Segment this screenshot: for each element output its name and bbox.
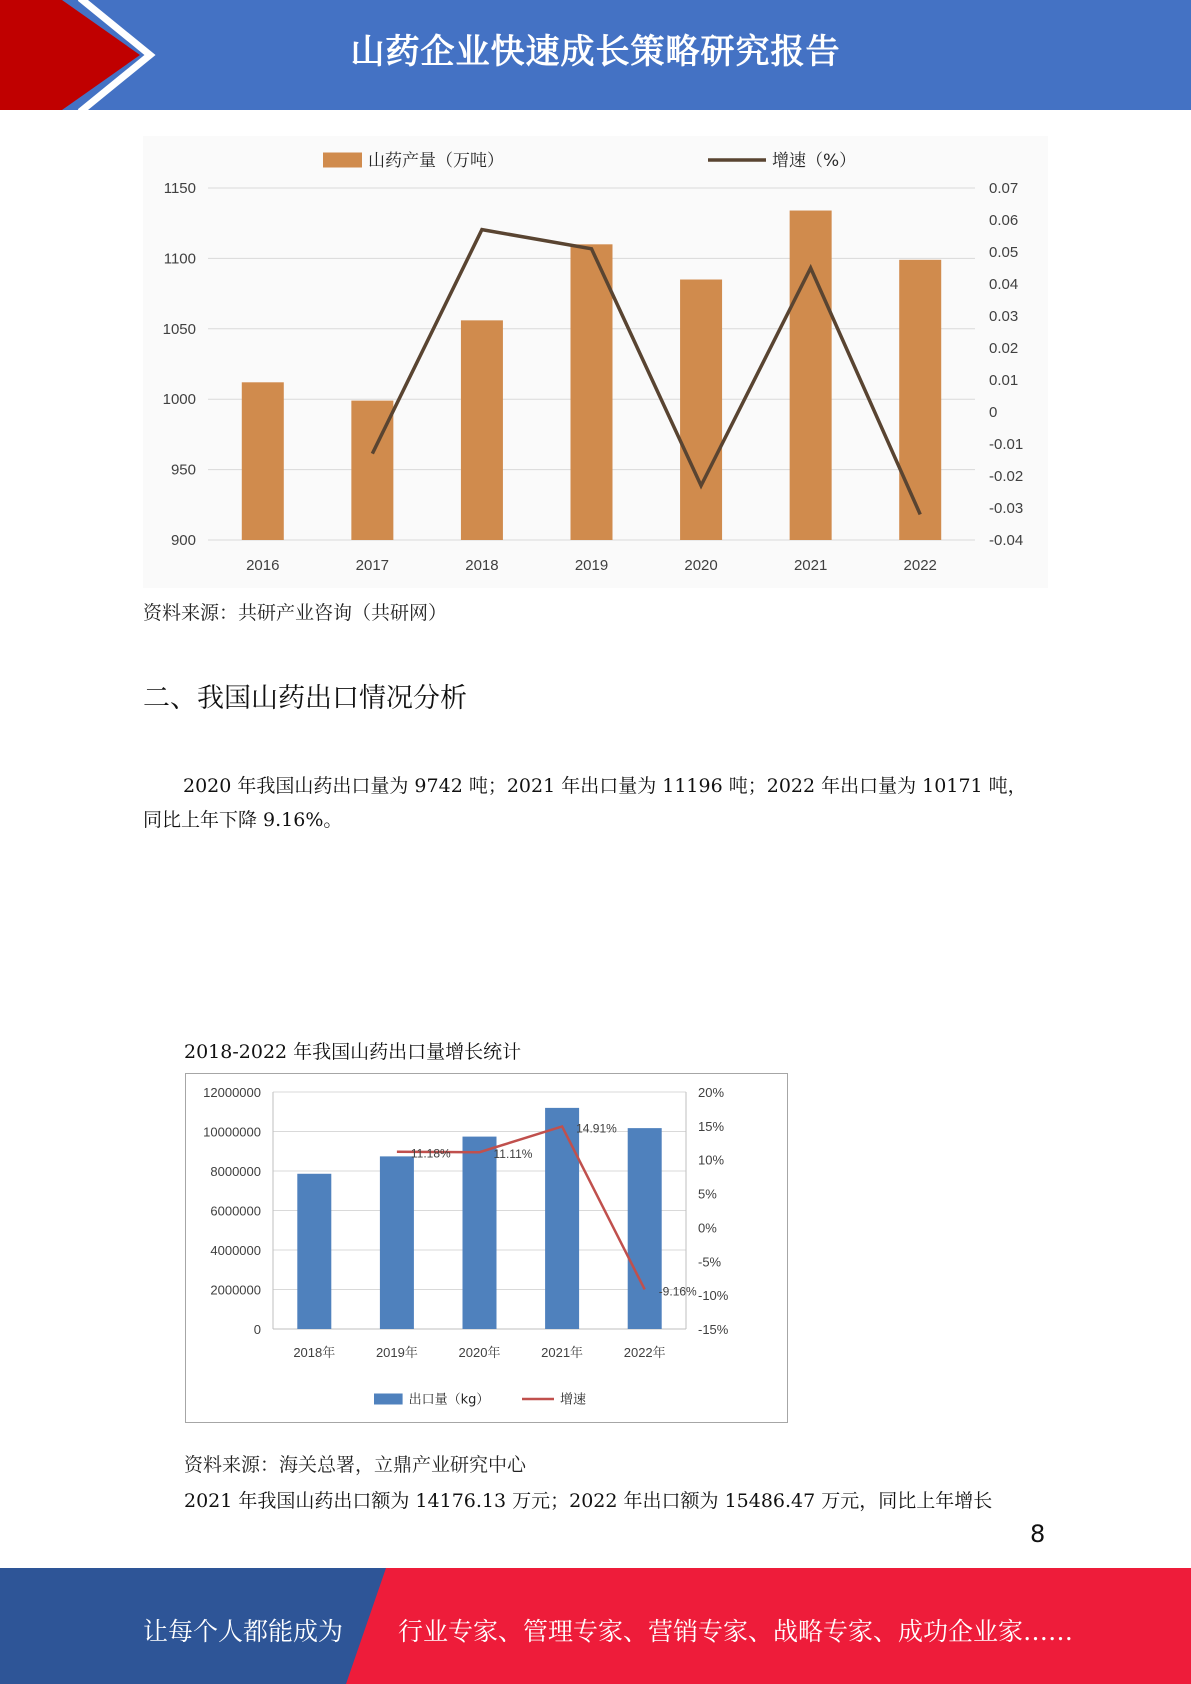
bar-2020	[680, 280, 722, 540]
right-axis-tick-label: 0	[989, 404, 998, 421]
right-axis-tick-label: 10%	[698, 1152, 725, 1168]
right-axis-tick-label: 0.05	[989, 244, 1019, 261]
left-axis-tick-label: 1100	[163, 250, 196, 268]
right-axis-tick-label: 0.06	[989, 212, 1019, 229]
right-axis-tick-label: 5%	[698, 1186, 717, 1202]
export-chart	[185, 1073, 788, 1423]
legend-line-label: 增速（%）	[772, 151, 857, 172]
bar-2021年	[545, 1108, 579, 1329]
left-axis-tick-label: 1000	[162, 391, 196, 409]
left-axis-tick-label: 2000000	[210, 1282, 261, 1298]
export-chart-caption: 2018-2022 年我国山药出口量增长统计	[184, 1041, 522, 1063]
bar-2021	[790, 211, 832, 540]
right-axis-tick-label: 0.07	[989, 180, 1019, 197]
x-axis-tick-label: 2021年	[541, 1345, 584, 1360]
legend-bar-label: 出口量（kg）	[408, 1392, 490, 1408]
x-axis-tick-label: 2017	[355, 557, 390, 574]
right-axis-tick-label: -0.01	[989, 436, 1024, 453]
production-chart	[143, 136, 1048, 588]
growth-data-label: 11.18%	[410, 1146, 451, 1161]
paragraph-export-value: 2021 年我国山药出口额为 14176.13 万元；2022 年出口额为 15486.47 万元，同比上年增长	[184, 1490, 993, 1512]
x-axis-tick-label: 2022	[903, 557, 937, 574]
x-axis-tick-label: 2022年	[623, 1345, 666, 1360]
page-number: 8	[1030, 1520, 1046, 1548]
bar-2016	[242, 382, 284, 540]
left-axis-tick-label: 900	[170, 532, 196, 549]
right-axis-tick-label: -0.04	[989, 532, 1024, 549]
source-note-2: 资料来源：海关总署，立鼎产业研究中心	[184, 1454, 527, 1476]
legend-bar-swatch	[374, 1394, 403, 1405]
right-axis-tick-label: 15%	[698, 1118, 725, 1134]
growth-rate-line	[372, 230, 920, 515]
left-axis-tick-label: 10000000	[203, 1124, 261, 1140]
growth-data-label: 14.91%	[576, 1121, 617, 1136]
right-axis-tick-label: 0%	[698, 1220, 717, 1236]
x-axis-tick-label: 2021	[793, 557, 828, 574]
paragraph-export-volume: 2020 年我国山药出口量为 9742 吨；2021 年出口量为 11196 吨；2022 年出口量为 10171 吨，同比上年下降 9.16%。	[143, 775, 1027, 831]
x-axis-tick-label: 2020	[684, 557, 718, 574]
left-axis-tick-label: 1150	[163, 180, 196, 197]
right-axis-tick-label: 0.04	[989, 276, 1019, 293]
bar-2018年	[297, 1174, 331, 1329]
x-axis-tick-label: 2019年	[375, 1345, 418, 1360]
header-banner	[0, 0, 1191, 110]
bar-2019年	[380, 1156, 414, 1329]
left-axis-tick-label: 0	[253, 1322, 261, 1337]
left-axis-tick-label: 1050	[162, 320, 196, 338]
left-axis-tick-label: 6000000	[210, 1203, 261, 1219]
source-note-1: 资料来源：共研产业咨询（共研网）	[143, 602, 448, 624]
right-axis-tick-label: 20%	[698, 1085, 725, 1100]
left-axis-tick-label: 8000000	[210, 1164, 261, 1179]
bar-2020年	[463, 1137, 497, 1329]
growth-data-label: -9.16%	[658, 1284, 697, 1299]
bar-2018	[461, 320, 503, 540]
bar-2022	[899, 260, 941, 540]
footer-slogan-right: 行业专家、管理专家、营销专家、战略专家、成功企业家……	[398, 1617, 1074, 1646]
right-axis-tick-label: 0.02	[989, 340, 1019, 357]
x-axis-tick-label: 2018年	[293, 1345, 336, 1360]
right-axis-tick-label: -10%	[698, 1288, 729, 1304]
footer-slogan-left: 让每个人都能成为	[143, 1617, 344, 1646]
right-axis-tick-label: -5%	[698, 1254, 722, 1270]
bar-2022年	[628, 1128, 662, 1329]
growth-data-label: 11.11%	[493, 1147, 533, 1162]
legend-bar-label: 山药产量（万吨）	[368, 151, 504, 172]
x-axis-tick-label: 2018	[465, 557, 499, 574]
production-chart-svg	[143, 136, 1048, 588]
section-heading: 二、我国山药出口情况分析	[143, 683, 467, 714]
right-axis-tick-label: -0.03	[989, 500, 1024, 517]
right-axis-tick-label: 0.01	[989, 372, 1019, 389]
x-axis-tick-label: 2020年	[458, 1345, 501, 1360]
right-axis-tick-label: -15%	[698, 1322, 729, 1337]
export-chart-svg	[186, 1074, 786, 1421]
legend-bar-swatch	[323, 153, 362, 168]
right-axis-tick-label: -0.02	[989, 468, 1024, 485]
document-title: 山药企业快速成长策略研究报告	[350, 32, 841, 72]
left-axis-tick-label: 4000000	[210, 1243, 261, 1258]
legend-line-label: 增速	[560, 1392, 587, 1408]
right-axis-tick-label: 0.03	[989, 308, 1019, 325]
left-axis-tick-label: 12000000	[203, 1085, 261, 1100]
bar-2019	[571, 244, 613, 540]
x-axis-tick-label: 2019	[574, 557, 609, 574]
left-axis-tick-label: 950	[170, 461, 196, 479]
x-axis-tick-label: 2016	[246, 557, 280, 574]
